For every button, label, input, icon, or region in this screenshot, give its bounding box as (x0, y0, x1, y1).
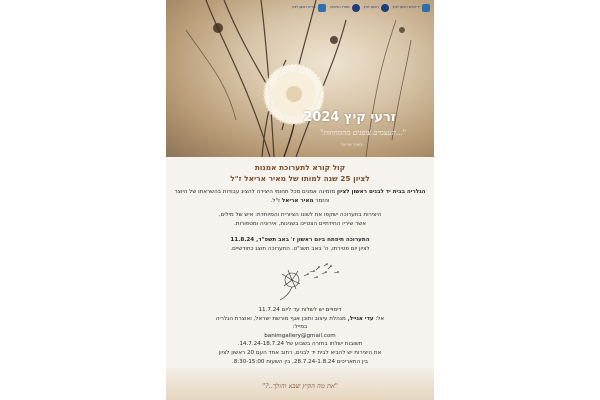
ministry-logo: משרד הביטחון (330, 4, 360, 12)
opening-line-1: התערוכה תיפתח ביום ראשון ז' באב תשפ"ד, 11.8.24 (230, 237, 370, 243)
opening-paragraph (174, 236, 426, 253)
photo-quote: "...העצמים צופנים מהמחוזות" (320, 128, 406, 137)
footer-quote: "את מה הקיץ שבא והולך..?" (262, 382, 338, 390)
delivery-line: את היצירות יש להביא לבית יד לבנים, רחוב אחד העם 20 ראשון לציון (218, 349, 382, 356)
yad-labanim-logo-icon (422, 4, 430, 12)
rishon-lezion-logo: ראשון לציון (364, 4, 389, 12)
email-label: במייל: (292, 324, 308, 331)
header-photo (166, 0, 434, 157)
recipient-name: עדי אגייל, (347, 315, 374, 322)
submission-paragraph (174, 306, 426, 366)
intro-text: מזמינה אמנים מכל תחומי היצירה להציג עבודות בהשראתו של היוצר והזמר (174, 189, 336, 204)
yad-labanim-logo: יד לבנים ראשון לציון (393, 4, 430, 12)
recipient-role: מנהלת עיצוב ותוכן אגף מורשת ישראל, ואוצרת הגלריה (215, 315, 346, 322)
dandelion-icon (278, 262, 342, 302)
deadline-line: דימויים יש לשלוח עד ליום 11.7.24 (258, 307, 342, 313)
artist-name: מאיר אריאל (281, 197, 314, 204)
rishon-lezion-logo-icon (381, 4, 389, 12)
exhibition-title: זרעי קיץ 2024 (303, 110, 396, 125)
works-line-2: אשר שיריו החידתיים הצטיינו בשנינות, אירוניה ומטפורות. (234, 220, 366, 227)
logo-strip (292, 4, 430, 12)
recipient-lead: אל: (375, 315, 385, 322)
recipient-line (174, 315, 426, 324)
intro-paragraph (174, 188, 426, 205)
opening-line-2: לציון יום פטירתו, ה' באב תשנ"ט. התערוכה תוצג כחודשיים. (230, 245, 370, 252)
call-heading: קול קורא לתערוכת אמנות (254, 163, 346, 172)
delivery-dates-line: בין התאריכים 28.7.24-1.8.24, בין השעות 8:30-15:00. (231, 358, 369, 365)
call-subheading: לציון 25 שנה למותו של מאיר אריאל ז"ל (230, 174, 370, 183)
email-address[interactable]: banimgallery@gmail.com (264, 332, 336, 339)
poster (166, 0, 434, 400)
ministry-logo-icon (352, 4, 360, 12)
works-paragraph (174, 211, 426, 228)
intro-lead: הגלריה בבית יד לבנים ראשון לציון (337, 189, 426, 195)
city-logo-icon (318, 4, 326, 12)
works-line-1: היצירות בתערוכה ישקפו את לשונו הציורית והמיוחדת: איש של מילים, (218, 212, 382, 218)
intro-suffix: ז"ל. (270, 197, 281, 204)
quote-credit: מאיר אריאל (340, 142, 362, 147)
city-logo: עיריית ראשון לציון (292, 4, 326, 12)
reply-line: תשובות ישלחו בחזרה בשבוע של 14.7.24-18.7.24. (237, 341, 363, 348)
